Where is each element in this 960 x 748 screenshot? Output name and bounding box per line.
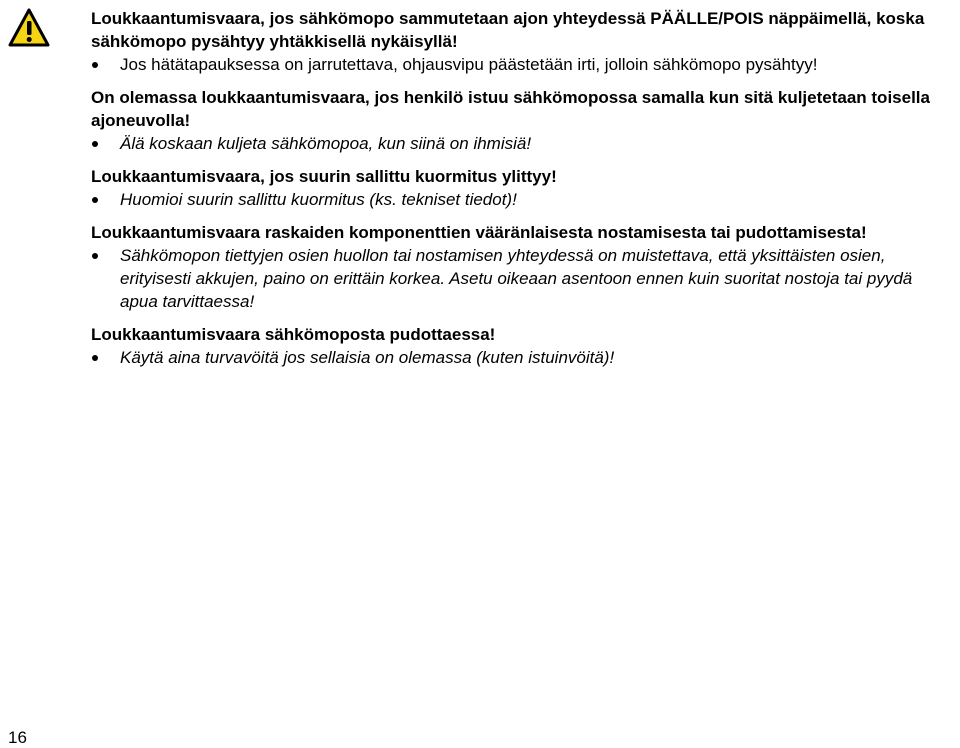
bullet-icon xyxy=(92,253,98,259)
bullet-text: Sähkömopon tiettyjen osien huollon tai nostamisen yhteydessä on muistettava, että yksittäisten osien, erityisesti akkujen, paino on erittäin korkea. Asetu oikeaan asentoon ennen kuin suoritat nostoja tai pyydä apua tarvittaessa! xyxy=(120,246,913,311)
warning-section xyxy=(91,86,951,155)
bullet-icon xyxy=(92,141,98,147)
page-number: 16 xyxy=(8,728,27,747)
bullet-icon xyxy=(92,62,98,68)
bullet-text: Huomioi suurin sallittu kuormitus (ks. tekniset tiedot)! xyxy=(120,190,517,209)
bullet-item xyxy=(91,188,951,211)
warning-section xyxy=(91,323,951,369)
warning-section xyxy=(91,165,951,211)
warning-heading: Loukkaantumisvaara, jos suurin sallittu kuormitus ylittyy! xyxy=(91,167,557,186)
bullet-text: Käytä aina turvavöitä jos sellaisia on olemassa (kuten istuinvöitä)! xyxy=(120,348,615,367)
bullet-icon xyxy=(92,355,98,361)
warning-section xyxy=(91,7,951,76)
warning-heading: Loukkaantumisvaara, jos sähkömopo sammutetaan ajon yhteydessä PÄÄLLE/POIS näppäimellä, koska sähkömopo pysähtyy yhtäkkisellä nykäisyllä! xyxy=(91,9,925,51)
bullet-text: Jos hätätapauksessa on jarrutettava, ohjausvipu päästetään irti, jolloin sähkömopo pysähtyy! xyxy=(120,55,818,74)
warning-list xyxy=(91,7,951,379)
bullet-item xyxy=(91,53,951,76)
warning-section xyxy=(91,221,951,313)
bullet-icon xyxy=(92,197,98,203)
warning-heading: Loukkaantumisvaara raskaiden komponenttien vääränlaisesta nostamisesta tai pudottamisesta! xyxy=(91,223,867,242)
warning-heading: On olemassa loukkaantumisvaara, jos henkilö istuu sähkömopossa samalla kun sitä kuljetetaan toisella ajoneuvolla! xyxy=(91,88,930,130)
bullet-item xyxy=(91,132,951,155)
bullet-item xyxy=(91,244,951,313)
warning-heading: Loukkaantumisvaara sähkömoposta pudottaessa! xyxy=(91,325,496,344)
bullet-text: Älä koskaan kuljeta sähkömopoa, kun siinä on ihmisiä! xyxy=(120,134,532,153)
warning-triangle-icon xyxy=(8,8,50,48)
bullet-item xyxy=(91,346,951,369)
